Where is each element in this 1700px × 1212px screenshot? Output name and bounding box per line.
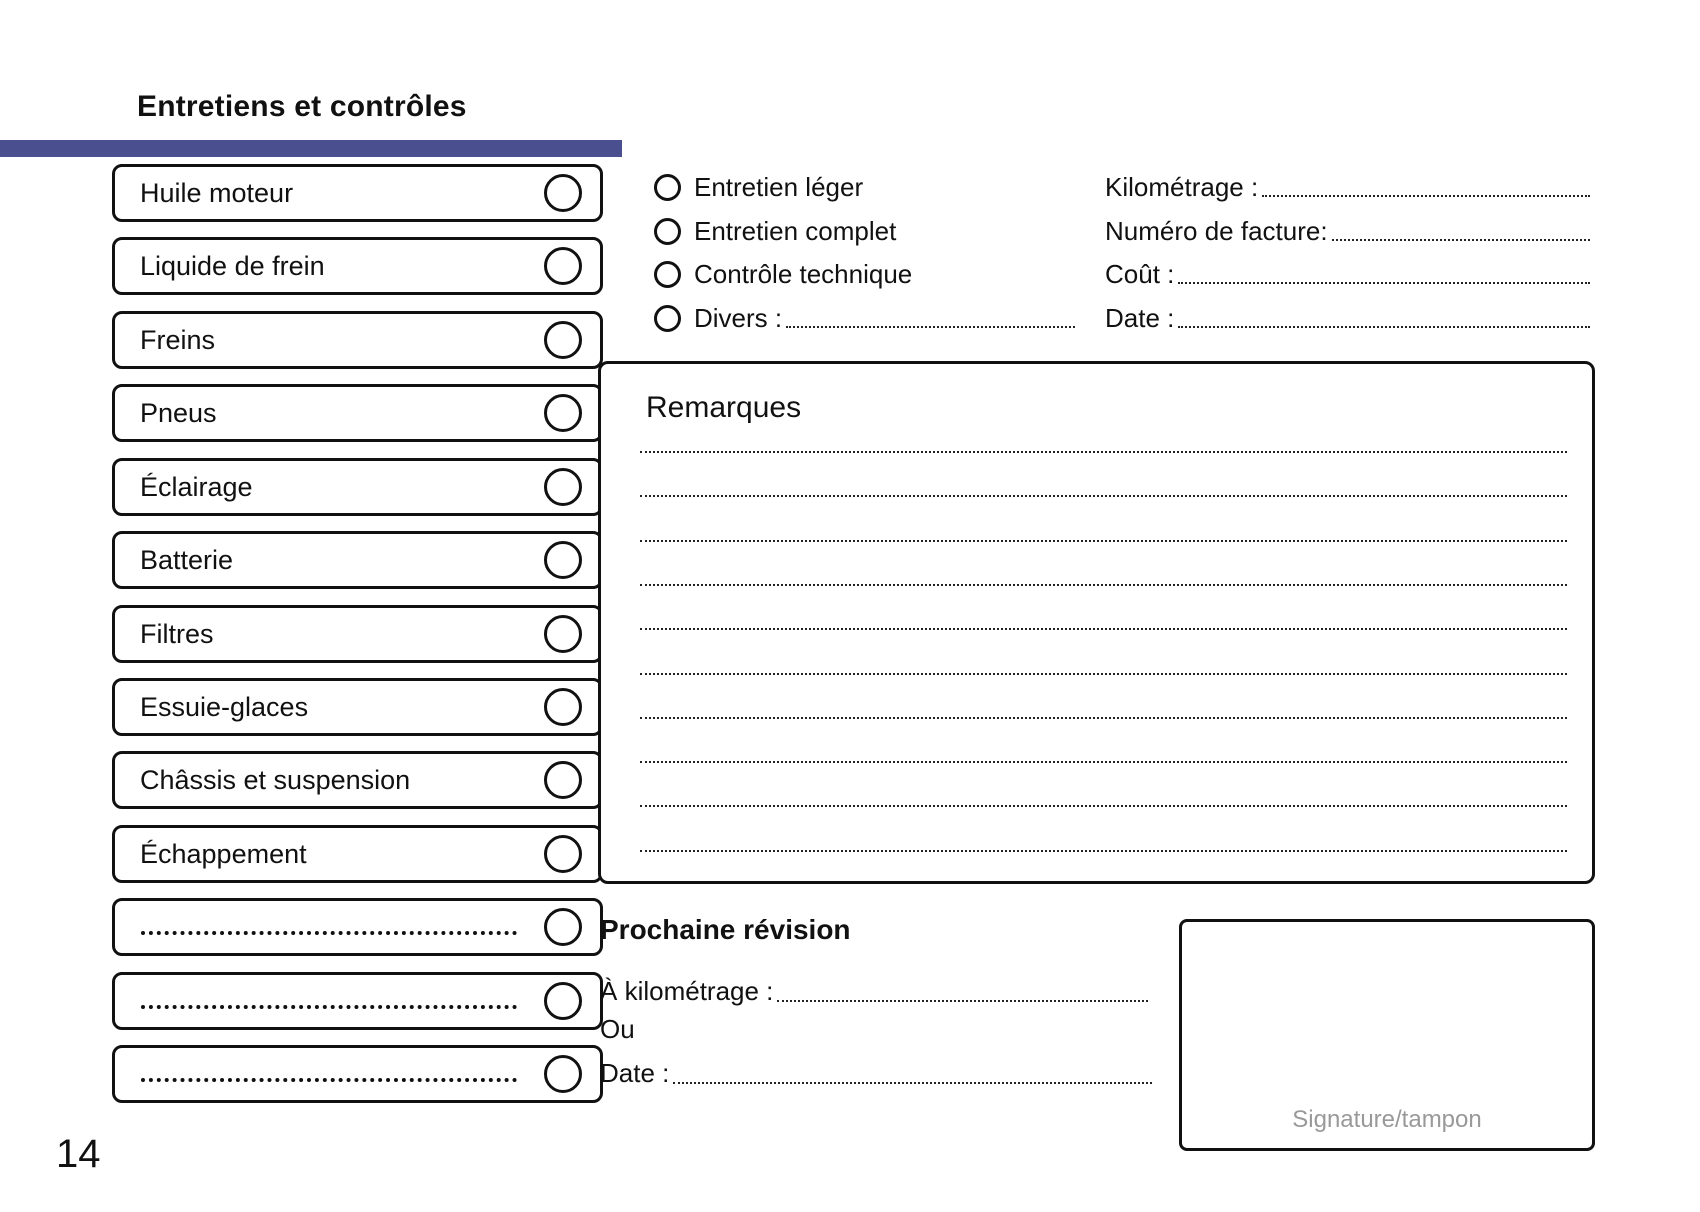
radio-circle[interactable] — [654, 305, 681, 332]
remarks-line[interactable] — [640, 717, 1567, 719]
checklist-item-label: Éclairage — [140, 471, 253, 502]
invoice-field-row — [1105, 215, 1590, 247]
header-accent-bar — [0, 140, 622, 157]
next-revision-label: Date : — [600, 1057, 670, 1088]
dotted-fill-line[interactable] — [1262, 195, 1590, 197]
dotted-fill-line[interactable] — [786, 326, 1075, 328]
page-title: Entretiens et contrôles — [137, 90, 467, 123]
checklist-row — [112, 237, 603, 295]
checklist-item-label: Échappement — [140, 838, 307, 869]
checklist-row — [112, 531, 603, 589]
blank-entry-dots[interactable] — [141, 1078, 517, 1082]
service-type-label: Divers : — [694, 302, 783, 333]
remarks-line[interactable] — [640, 540, 1567, 542]
checklist-item-label: Filtres — [140, 618, 214, 649]
checklist-row — [112, 458, 603, 516]
radio-circle[interactable] — [654, 174, 681, 201]
check-circle[interactable] — [544, 541, 582, 579]
checklist-item-label: Essuie-glaces — [140, 691, 309, 722]
checklist-item-label: Huile moteur — [140, 177, 294, 208]
checklist-blank-row — [112, 898, 603, 956]
invoice-field-row — [1105, 171, 1590, 203]
radio-circle[interactable] — [654, 261, 681, 288]
remarks-line[interactable] — [640, 451, 1567, 453]
dotted-fill-line[interactable] — [673, 1082, 1152, 1084]
remarks-box[interactable] — [598, 361, 1595, 884]
check-circle[interactable] — [544, 835, 582, 873]
signature-label: Signature/tampon — [1292, 1106, 1482, 1133]
next-revision-label: À kilométrage : — [600, 975, 774, 1006]
remarks-line[interactable] — [640, 495, 1567, 497]
check-circle[interactable] — [544, 468, 582, 506]
checklist-item-label: Freins — [140, 324, 216, 355]
invoice-field-row — [1105, 302, 1590, 334]
radio-circle[interactable] — [654, 218, 681, 245]
checklist-row — [112, 825, 603, 883]
remarks-line[interactable] — [640, 673, 1567, 675]
check-circle[interactable] — [544, 321, 582, 359]
service-type-row — [654, 258, 1075, 290]
next-revision-row — [600, 1012, 800, 1046]
invoice-field-row — [1105, 258, 1590, 290]
check-circle[interactable] — [544, 761, 582, 799]
next-revision-row — [600, 1056, 1152, 1090]
checklist-item-label: Liquide de frein — [140, 250, 325, 281]
service-type-row — [654, 171, 1075, 203]
next-revision-row — [600, 974, 1148, 1008]
dotted-fill-line[interactable] — [1178, 326, 1590, 328]
service-type-label: Contrôle technique — [694, 258, 913, 289]
checklist-item-label: Pneus — [140, 397, 217, 428]
check-circle[interactable] — [544, 174, 582, 212]
checklist-row — [112, 164, 603, 222]
invoice-field-label: Date : — [1105, 302, 1175, 333]
remarks-line[interactable] — [640, 805, 1567, 807]
check-circle[interactable] — [544, 394, 582, 432]
checklist-row — [112, 678, 603, 736]
signature-box[interactable] — [1179, 919, 1595, 1151]
checklist-row — [112, 605, 603, 663]
checklist-row — [112, 311, 603, 369]
checklist-row — [112, 384, 603, 442]
invoice-field-label: Coût : — [1105, 258, 1175, 289]
remarks-line[interactable] — [640, 584, 1567, 586]
remarks-line[interactable] — [640, 761, 1567, 763]
next-revision-heading: Prochaine révision — [600, 914, 851, 945]
checklist-item-label: Batterie — [140, 544, 234, 575]
check-circle[interactable] — [544, 615, 582, 653]
dotted-fill-line[interactable] — [1178, 282, 1590, 284]
remarks-line[interactable] — [640, 850, 1567, 852]
invoice-field-label: Numéro de facture: — [1105, 215, 1328, 246]
check-circle[interactable] — [544, 982, 582, 1020]
checklist-blank-row — [112, 972, 603, 1030]
checklist-blank-row — [112, 1045, 603, 1103]
remarks-title: Remarques — [646, 391, 802, 424]
invoice-field-label: Kilométrage : — [1105, 171, 1259, 202]
service-type-row — [654, 215, 1075, 247]
checklist-item-label: Châssis et suspension — [140, 764, 411, 795]
service-type-row — [654, 302, 1075, 334]
service-type-label: Entretien léger — [694, 171, 864, 202]
check-circle[interactable] — [544, 688, 582, 726]
dotted-fill-line[interactable] — [1332, 239, 1590, 241]
remarks-line[interactable] — [640, 628, 1567, 630]
service-type-label: Entretien complet — [694, 215, 897, 246]
check-circle[interactable] — [544, 908, 582, 946]
next-revision-label: Ou — [600, 1013, 635, 1044]
checklist-row — [112, 751, 603, 809]
page-number: 14 — [56, 1132, 101, 1176]
check-circle[interactable] — [544, 1055, 582, 1093]
blank-entry-dots[interactable] — [141, 1005, 517, 1009]
check-circle[interactable] — [544, 247, 582, 285]
blank-entry-dots[interactable] — [141, 931, 517, 935]
dotted-fill-line[interactable] — [777, 1000, 1148, 1002]
